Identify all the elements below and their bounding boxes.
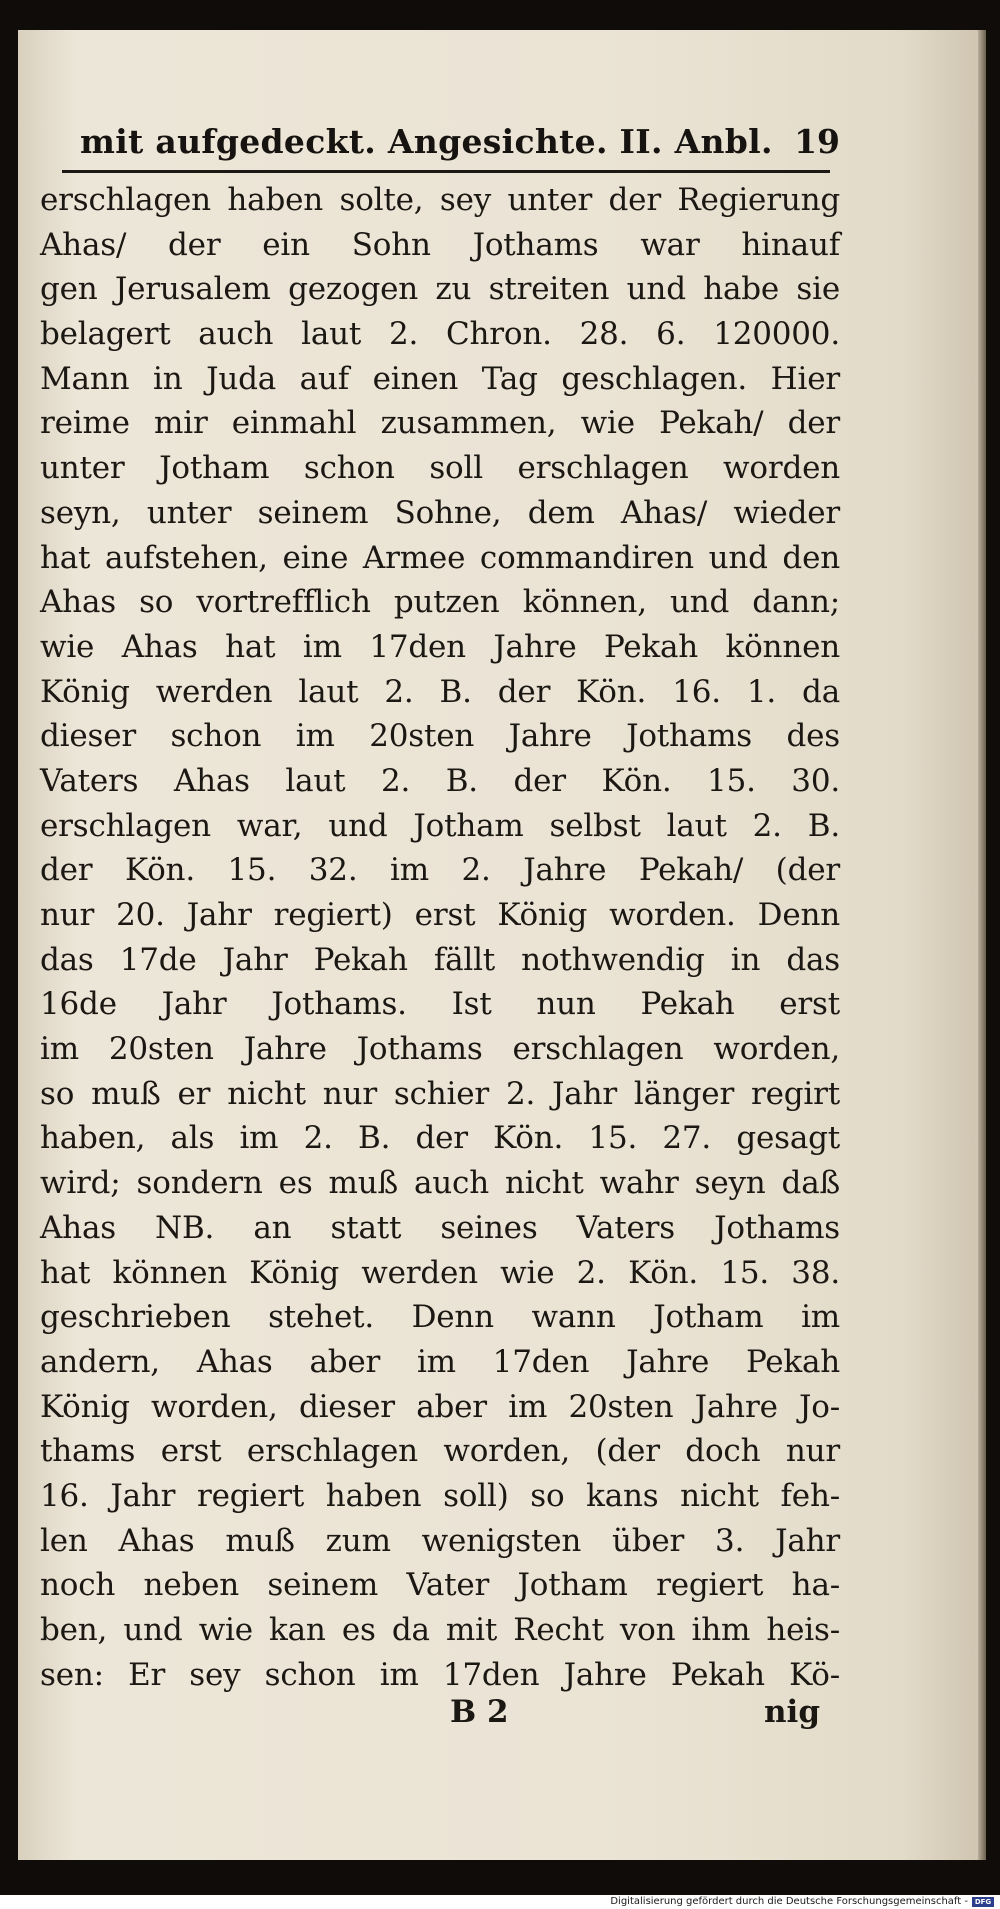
text-line: geschrieben stehet. Denn wann Jotham im xyxy=(40,1299,840,1336)
text-line: ben, und wie kan es da mit Recht von ihm heis- xyxy=(40,1612,840,1648)
text-line: erschlagen war, und Jotham selbst laut 2. B. xyxy=(40,807,840,844)
text-line: reime mir einmahl zusammen, wie Pekah/ der xyxy=(40,405,840,442)
text-line: König werden laut 2. B. der Kön. 16. 1. da xyxy=(40,673,840,710)
catchword: nig xyxy=(764,1694,820,1730)
text-line: 16. Jahr regiert haben soll) so kans nicht feh- xyxy=(40,1477,840,1514)
text-line: andern, Ahas aber im 17den Jahre Pekah xyxy=(40,1343,840,1380)
text-line: len Ahas muß zum wenigsten über 3. Jahr xyxy=(40,1522,840,1559)
text-line: Ahas NB. an statt seines Vaters Jothams xyxy=(40,1209,840,1246)
text-line: sen: Er sey schon im 17den Jahre Pekah Kö- xyxy=(40,1656,840,1693)
header-rule xyxy=(62,170,830,173)
text-line: wird; sondern es muß auch nicht wahr seyn daß xyxy=(40,1165,840,1202)
text-line: Mann in Juda auf einen Tag geschlagen. Hier xyxy=(40,360,840,397)
funding-note: Digitalisierung gefördert durch die Deutsche Forschungsgemeinschaft - xyxy=(610,1896,968,1907)
text-line: hat können König werden wie 2. Kön. 15. 38. xyxy=(40,1254,840,1291)
signature-mark: B 2 xyxy=(450,1694,509,1730)
text-line: Ahas so vortrefflich putzen können, und dann; xyxy=(40,584,840,621)
running-head xyxy=(80,118,840,166)
text-line: haben, als im 2. B. der Kön. 15. 27. gesagt xyxy=(40,1120,840,1157)
text-line: gen Jerusalem gezogen zu streiten und habe sie xyxy=(40,271,840,308)
page-number: 19 xyxy=(794,122,840,161)
body-text xyxy=(40,178,840,1697)
text-line: wie Ahas hat im 17den Jahre Pekah können xyxy=(40,628,840,665)
text-line: so muß er nicht nur schier 2. Jahr länger regirt xyxy=(40,1075,840,1112)
running-head-title: mit aufgedeckt. Angesichte. II. Anbl. xyxy=(80,122,773,161)
text-line: unter Jotham schon soll erschlagen worden xyxy=(40,450,840,487)
page-edge xyxy=(978,30,986,1860)
text-line: 16de Jahr Jothams. Ist nun Pekah erst xyxy=(40,986,840,1023)
text-line: König worden, dieser aber im 20sten Jahre Jo- xyxy=(40,1388,840,1425)
funding-bar xyxy=(0,1895,1000,1909)
text-line: das 17de Jahr Pekah fällt nothwendig in das xyxy=(40,941,840,978)
text-line: der Kön. 15. 32. im 2. Jahre Pekah/ (der xyxy=(40,852,840,889)
text-line: Ahas/ der ein Sohn Jothams war hinauf xyxy=(40,226,840,263)
dfg-logo: DFG xyxy=(972,1897,994,1907)
text-line: belagert auch laut 2. Chron. 28. 6. 120000. xyxy=(40,316,840,353)
text-line: dieser schon im 20sten Jahre Jothams des xyxy=(40,718,840,755)
text-line: Vaters Ahas laut 2. B. der Kön. 15. 30. xyxy=(40,762,840,799)
page-footer xyxy=(40,1690,840,1734)
text-line: noch neben seinem Vater Jotham regiert ha- xyxy=(40,1567,840,1604)
text-line: hat aufstehen, eine Armee commandiren und den xyxy=(40,539,840,576)
text-line: nur 20. Jahr regiert) erst König worden. Denn xyxy=(40,897,840,933)
text-line: im 20sten Jahre Jothams erschlagen worden, xyxy=(40,1031,840,1068)
text-line: seyn, unter seinem Sohne, dem Ahas/ wieder xyxy=(40,494,840,531)
text-line: erschlagen haben solte, sey unter der Regierung xyxy=(40,182,840,218)
text-line: thams erst erschlagen worden, (der doch nur xyxy=(40,1433,840,1470)
